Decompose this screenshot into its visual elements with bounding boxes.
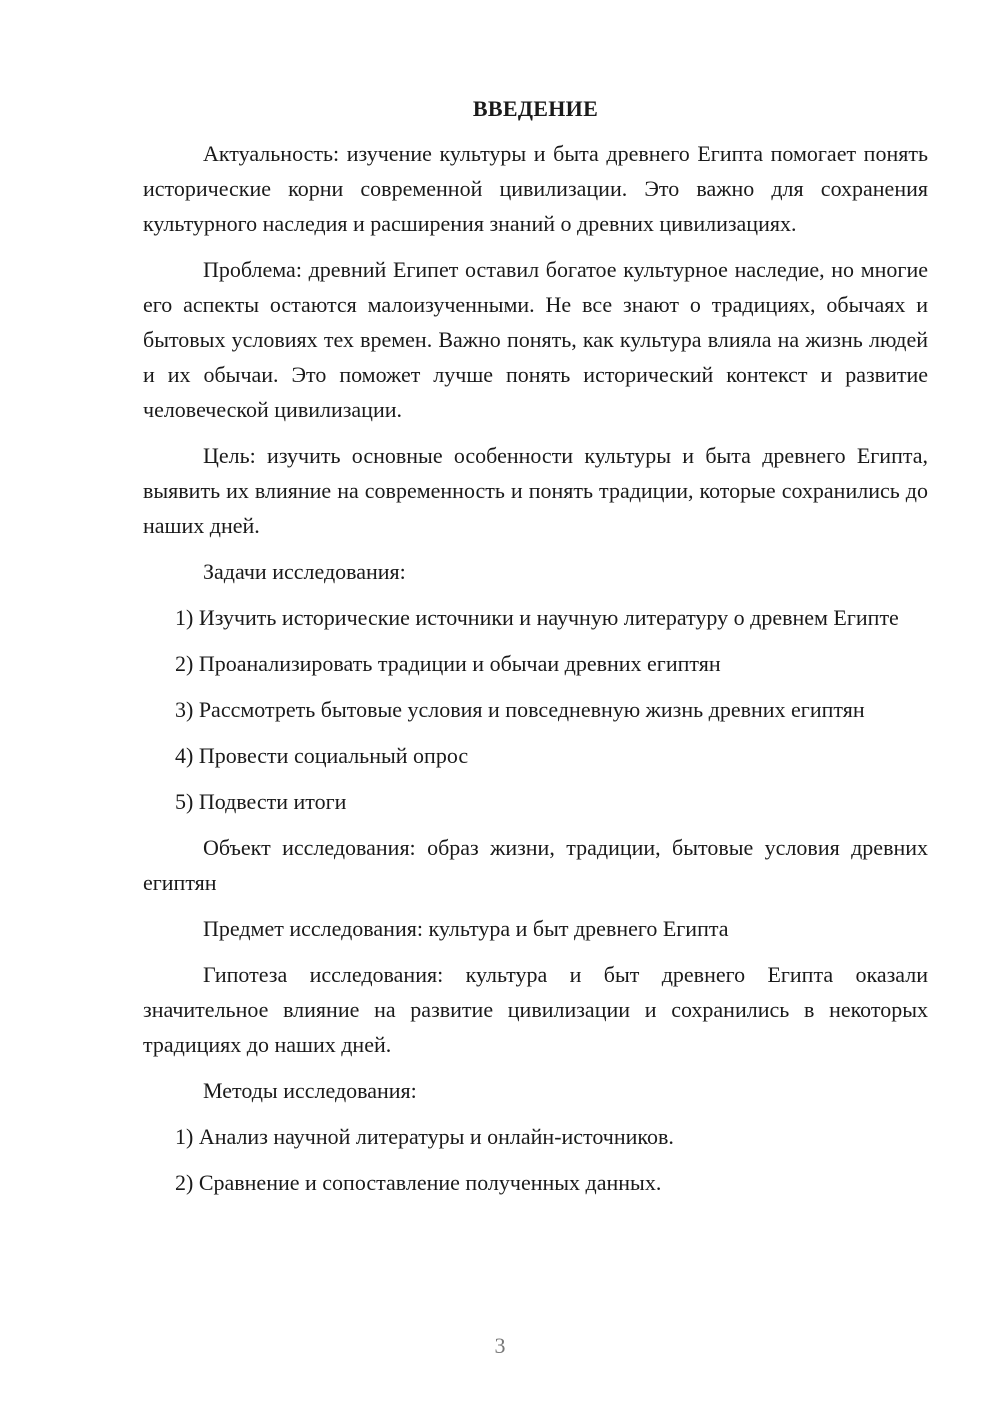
problem-paragraph: Проблема: древний Египет оставил богатое культурное наследие, но многие его аспекты остаются малоизученными. Не все знают о традициях, обычаях и бытовых условиях тех времен. Важно понять, как культура влияла на жизнь людей и их обычаи. Это поможет лучше понять исторический контекст и развитие человеческой цивилизации. — [143, 257, 928, 422]
document-page — [143, 94, 928, 1211]
page-title: ВВЕДЕНИЕ — [472, 96, 599, 121]
tasks-title: Задачи исследования: — [203, 559, 406, 584]
method-item-1: 1) Анализ научной литературы и онлайн-источников. — [175, 1124, 674, 1149]
task-item-5: 5) Подвести итоги — [175, 789, 347, 814]
task-item-3: 3) Рассмотреть бытовые условия и повседневную жизнь древних египтян — [175, 697, 865, 722]
subject-paragraph: Предмет исследования: культура и быт древнего Египта — [203, 916, 729, 941]
method-item-2: 2) Сравнение и сопоставление полученных данных. — [175, 1170, 662, 1195]
page-number: 3 — [494, 1333, 506, 1358]
task-item-4: 4) Провести социальный опрос — [175, 743, 469, 768]
methods-title: Методы исследования: — [203, 1078, 417, 1103]
hypothesis-paragraph: Гипотеза исследования: культура и быт древнего Египта оказали значительное влияние на развитие цивилизации и сохранились в некоторых традициях до наших дней. — [143, 962, 928, 1057]
task-item-1: 1) Изучить исторические источники и научную литературу о древнем Египте — [175, 605, 899, 630]
object-paragraph: Объект исследования: образ жизни, традиции, бытовые условия древних египтян — [143, 835, 928, 895]
goal-paragraph: Цель: изучить основные особенности культуры и быта древнего Египта, выявить их влияние на современность и понять традиции, которые сохранились до наших дней. — [143, 443, 928, 538]
task-item-2: 2) Проанализировать традиции и обычаи древних египтян — [175, 651, 721, 676]
relevance-paragraph: Актуальность: изучение культуры и быта древнего Египта помогает понять исторические корни современной цивилизации. Это важно для сохранения культурного наследия и расширения знаний о древних цивилизациях. — [143, 141, 928, 236]
